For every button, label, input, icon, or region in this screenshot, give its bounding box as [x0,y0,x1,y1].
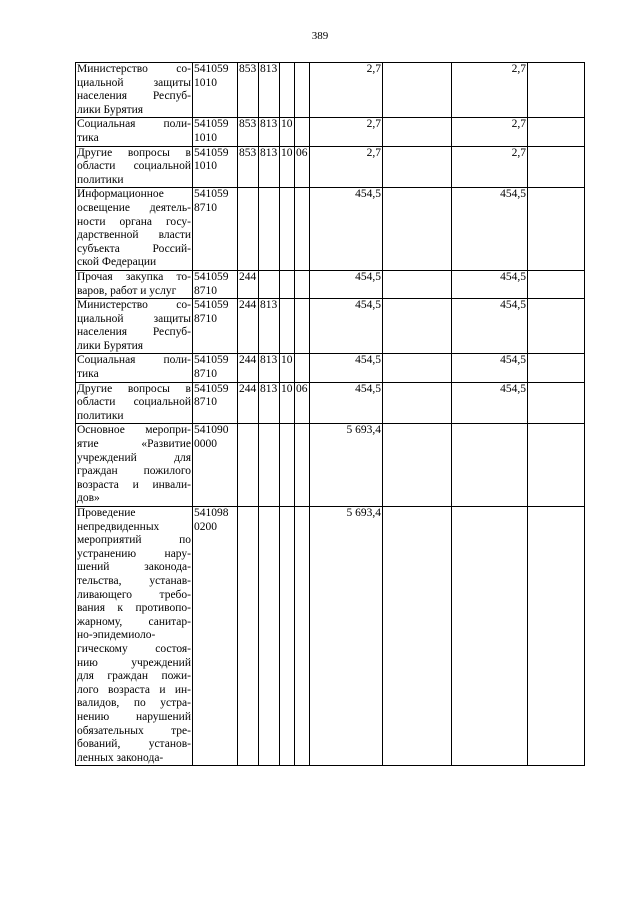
vr-cell: 853 [238,63,259,118]
row-name-line: населения Респуб- [77,90,191,103]
amount-cell-4 [528,382,585,424]
row-name-line: Информационное [77,188,164,201]
row-name-line: Социальная поли- [77,118,191,131]
csr-code-cell [193,507,238,766]
csr-code-part: 541059 [194,118,229,131]
row-name-line: ской Федерации [77,256,157,269]
table-row [76,63,585,118]
csr-code-part: 541098 [194,507,229,519]
amount-cell-4 [528,507,585,766]
rz-cell [280,424,295,507]
amount-cell-1: 454,5 [310,382,383,424]
row-name-line: лики Бурятия [77,339,144,352]
row-name-line: варов, работ и услуг [77,284,177,297]
page-number: 389 [311,30,329,42]
row-name-line: населения Респуб- [77,326,191,339]
csr-code-part: 8710 [194,284,217,297]
amount-cell-2 [383,188,452,271]
csr-code-part: 8710 [194,201,217,214]
row-name-line: области социальной [77,160,191,173]
vr-cell: 853 [238,118,259,146]
pr-cell: 06 [295,382,310,424]
table-row [76,146,585,188]
row-name-line: циальной защиты [77,312,191,325]
csr-code-cell [193,63,238,118]
rz-cell [280,299,295,354]
csr-code-part: 8710 [194,312,217,325]
row-name-line: освещение деятель- [77,201,191,214]
table-row [76,507,585,766]
table-row [76,354,585,382]
rz-cell [280,270,295,298]
budget-table-body [76,63,585,766]
table-row [76,188,585,271]
row-name-line: субъекта Россий- [77,242,191,255]
csr-code-cell [193,354,238,382]
row-name-line: лики Бурятия [77,103,144,116]
amount-cell-3: 454,5 [452,299,528,354]
row-name-line: но-эпидемиоло- [77,629,156,642]
row-name-line: политики [77,409,124,422]
amount-cell-4 [528,146,585,188]
vr-cell: 244 [238,382,259,424]
row-name-line: дов» [77,492,100,505]
row-name-line: жарному, санитар- [77,615,191,628]
vr-cell [238,507,259,766]
csr-code-part: 541090 [194,424,229,437]
csr-code-part: 1010 [194,160,217,173]
row-name-line: гическому состоя- [77,642,191,655]
grbs-cell: 813 [259,63,280,118]
csr-code-cell [193,118,238,146]
pr-cell [295,188,310,271]
rz-cell [280,63,295,118]
csr-code-part: 1010 [194,131,217,144]
row-name-cell [76,424,193,507]
amount-cell-2 [383,118,452,146]
row-name-cell [76,188,193,271]
amount-cell-2 [383,63,452,118]
amount-cell-4 [528,299,585,354]
amount-cell-3: 454,5 [452,188,528,271]
csr-code-part: 541059 [194,146,229,159]
table-row [76,424,585,507]
row-name-line: дарственной власти [77,229,191,242]
amount-cell-1: 454,5 [310,188,383,271]
csr-code-cell [193,270,238,298]
vr-cell [238,188,259,271]
table-row [76,382,585,424]
row-name-cell [76,118,193,146]
csr-code-cell [193,382,238,424]
amount-cell-1: 454,5 [310,354,383,382]
pr-cell [295,299,310,354]
row-name-line: тельства, устанав- [77,574,191,587]
amount-cell-3: 2,7 [452,63,528,118]
csr-code-part: 0000 [194,438,217,451]
row-name-line: учреждений для [77,451,191,464]
pr-cell: 06 [295,146,310,188]
pr-cell [295,63,310,118]
row-name-line: области социальной [77,396,191,409]
row-name-line: ности органа госу- [77,215,191,228]
amount-cell-1: 5 693,4 [310,424,383,507]
row-name-line: ленных законода- [77,751,164,764]
budget-table [75,62,585,766]
row-name-line: тика [77,131,99,144]
pr-cell [295,270,310,298]
row-name-line: ливающего требо- [77,588,191,601]
csr-code-cell [193,299,238,354]
grbs-cell: 813 [259,146,280,188]
rz-cell: 10 [280,118,295,146]
csr-code-part: 541059 [194,270,229,283]
amount-cell-4 [528,424,585,507]
vr-cell: 244 [238,299,259,354]
pr-cell [295,354,310,382]
csr-code-cell [193,424,238,507]
row-name-cell [76,382,193,424]
row-name-line: Министерство со- [77,299,191,312]
amount-cell-3: 454,5 [452,382,528,424]
row-name-line: обязательных тре- [77,724,191,737]
rz-cell [280,188,295,271]
rz-cell: 10 [280,354,295,382]
table-row [76,270,585,298]
csr-code-part: 1010 [194,76,217,89]
grbs-cell [259,507,280,766]
amount-cell-1: 5 693,4 [310,507,383,766]
row-name-line: валидов, по устра- [77,697,191,710]
amount-cell-3 [452,507,528,766]
amount-cell-2 [383,299,452,354]
csr-code-part: 541059 [194,354,229,367]
amount-cell-4 [528,63,585,118]
row-name-cell [76,270,193,298]
amount-cell-2 [383,382,452,424]
vr-cell: 853 [238,146,259,188]
csr-code-cell [193,146,238,188]
amount-cell-4 [528,270,585,298]
grbs-cell [259,424,280,507]
amount-cell-2 [383,507,452,766]
row-name-line: нению нарушений [77,710,191,723]
csr-code-part: 8710 [194,368,217,381]
row-name-line: Проведение [77,507,136,519]
row-name-line: устранению нару- [77,547,191,560]
row-name-line: Министерство со- [77,63,191,75]
row-name-line: Другие вопросы в [77,146,191,159]
grbs-cell: 813 [259,382,280,424]
grbs-cell [259,188,280,271]
amount-cell-3: 454,5 [452,270,528,298]
row-name-line: шений законода- [77,561,191,574]
amount-cell-1: 2,7 [310,118,383,146]
amount-cell-2 [383,354,452,382]
row-name-line: лого возраста и ин- [77,683,191,696]
row-name-cell [76,507,193,766]
vr-cell [238,424,259,507]
grbs-cell [259,270,280,298]
csr-code-part: 541059 [194,63,229,75]
table-row [76,118,585,146]
row-name-line: Другие вопросы в [77,382,191,395]
row-name-line: циальной защиты [77,76,191,89]
csr-code-part: 8710 [194,396,217,409]
row-name-line: Прочая закупка то- [77,270,191,283]
amount-cell-2 [383,424,452,507]
amount-cell-1: 2,7 [310,63,383,118]
row-name-line: Социальная поли- [77,354,191,367]
row-name-cell [76,146,193,188]
amount-cell-1: 2,7 [310,146,383,188]
row-name-cell [76,299,193,354]
grbs-cell: 813 [259,354,280,382]
amount-cell-2 [383,146,452,188]
row-name-line: политики [77,173,124,186]
row-name-line: ятие «Развитие [77,438,191,451]
row-name-line: возраста и инвали- [77,478,191,491]
row-name-line: нию учреждений [77,656,191,669]
pr-cell [295,507,310,766]
rz-cell: 10 [280,382,295,424]
amount-cell-4 [528,118,585,146]
row-name-line: Основное меропри- [77,424,191,437]
amount-cell-3: 2,7 [452,118,528,146]
row-name-line: мероприятий по [77,534,191,547]
row-name-line: непредвиденных [77,520,160,533]
grbs-cell: 813 [259,118,280,146]
amount-cell-4 [528,354,585,382]
row-name-line: бований, установ- [77,738,191,751]
amount-cell-1: 454,5 [310,270,383,298]
pr-cell [295,118,310,146]
grbs-cell: 813 [259,299,280,354]
rz-cell [280,507,295,766]
rz-cell: 10 [280,146,295,188]
row-name-line: тика [77,368,99,381]
csr-code-part: 541059 [194,299,229,312]
vr-cell: 244 [238,354,259,382]
amount-cell-3: 2,7 [452,146,528,188]
amount-cell-1: 454,5 [310,299,383,354]
amount-cell-4 [528,188,585,271]
row-name-cell [76,63,193,118]
csr-code-cell [193,188,238,271]
row-name-line: граждан пожилого [77,465,191,478]
amount-cell-3 [452,424,528,507]
csr-code-part: 0200 [194,520,217,533]
amount-cell-3: 454,5 [452,354,528,382]
table-row [76,299,585,354]
row-name-cell [76,354,193,382]
csr-code-part: 541059 [194,188,229,201]
amount-cell-2 [383,270,452,298]
csr-code-part: 541059 [194,382,229,395]
vr-cell: 244 [238,270,259,298]
pr-cell [295,424,310,507]
row-name-line: вания к противопо- [77,602,191,615]
row-name-line: для граждан пожи- [77,670,191,683]
